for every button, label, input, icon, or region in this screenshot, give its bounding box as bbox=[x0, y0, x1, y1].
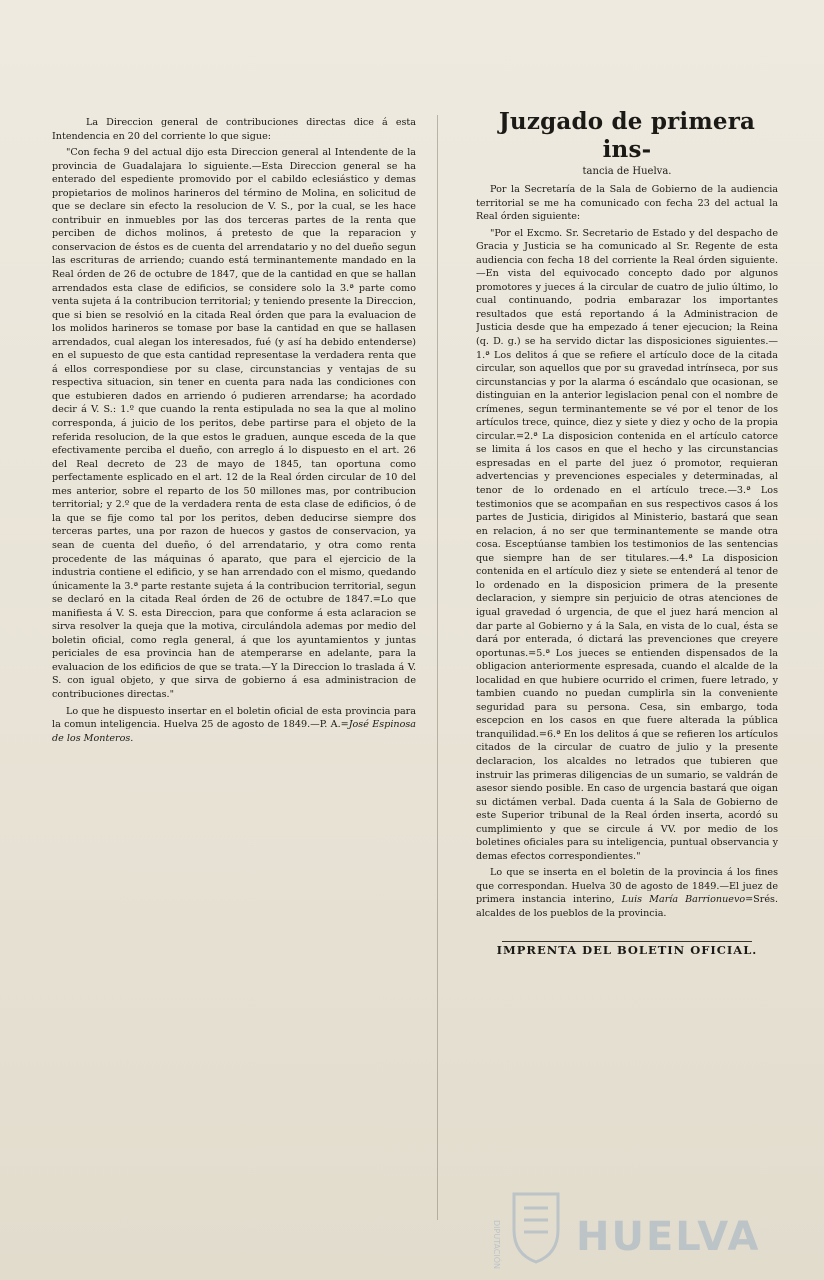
watermark-small-text: DIPUTACIÓN bbox=[492, 1220, 501, 1270]
right-paragraph-body: "Por el Excmo. Sr. Secretario de Estado y del despacho de Gracia y Justicia se ha comunicado al Sr. Regente de esta audiencia con fecha 18 del corriente la Real órden siguiente.—En vista del equivocado concepto dado por algunos promotores y jueces á la circular de cuatro de julio último, lo cual continuando, podria embarazar los importantes resultados que está reportando á la Administracion de Justicia desde que ha empezado á tener ejecucion; la Reina (q. D. g.) se ha servido dictar las disposiciones siguientes.—1.ª Los delitos á que se refiere el artículo doce de la citada circular, son aquellos que por su gravedad intrínseca, por sus circunstancias y por la alarma ó escándalo que ocasionan, se distinguian en la anterior legislacion penal con el nombre de crímenes, segun terminantemente se vé por el tenor de los artículos trece, quince, diez y siete y diez y ocho de la propia circular.=2.ª La disposicion contenida en el artículo catorce se limita á los casos en que el hecho y las circunstancias espresadas en el parte del juez ó promotor, requieran advertencias y prevenciones especiales y determinadas, al tenor de lo ordenado en el artículo trece.—3.ª Los testimonios que se acompañan en sus respectivos casos á los partes de Justicia, dirigidos al Ministerio, bastará que sean en relacion, á no ser que terminantemente se mande otra cosa. Esceptúanse tambien los testimonios de las sentencias que siempre han de ser titulares.—4.ª La disposicion contenida en el artículo diez y siete se entenderá al tenor de lo ordenado en la disposicion primera de la presente declaracion, y siempre sin perjuicio de otras atenciones de igual gravedad ó urgencia, de que el juez hará mencion al dar parte al Gobierno y á la Sala, en vista de lo cual, ésta se dará por enterada, ó dictará las prevenciones que creyere oportunas.=5.ª Los jueces se entienden dispensados de la obligacion anteriormente espresada, cuando el alcalde de la localidad en que hubiere ocurrido el crimen, fuere letrado, y tambien cuando no puedan cumplirla sin la conveniente seguridad para su persona. Cesa, sin embargo, toda escepcion en los casos en que fuere alterada la pública tranquilidad.=6.ª En los delitos á que se refieren los artículos citados de la circular de cuatro de julio y la presente declaracion, los alcaldes no letrados que tubieren que instruir las primeras diligencias de un sumario, se valdrán de asesor siendo posible. En caso de urgencia bastará que oigan su dictámen verbal. Dada cuenta á la Sala de Gobierno de este Superior tribunal de la Real órden inserta, acordó su cumplimiento y que se circule á VV. por medio de los boletines oficiales para su inteligencia, puntual observancia y demas efectos correspondientes." bbox=[476, 227, 778, 862]
left-signature: José Espinosa de los Monteros. bbox=[52, 719, 416, 744]
printer-imprint: IMPRENTA DEL BOLETIN OFICIAL. bbox=[496, 942, 758, 957]
left-paragraph-body: "Con fecha 9 del actual dijo esta Direccion general al Intendente de la provincia de Guadalajara lo siguiente.—Esta Direccion general se ha enterado del espediente promovido por el cabildo eclesiástico y demas propietarios de molinos harineros del término de Molina, en solicitud de que se declare sin efecto la resolucion de V. S., por la cual, se les hace contribuir en inmuebles por las dos terceras partes de la renta que perciben de dichos molinos, á pretesto de que la reparacion y conservacion de éstos es de cuenta del arrendatario y no del dueño segun las escrituras de arriendo; cuando está terminantemente mandado en la Real órden de 26 de octubre de 1847, que de la cantidad en que se hallan arrendados esta clase de edificios, se considere solo la 3.ª parte como venta sujeta á la contribucion territorial; y teniendo presente la Direccion, que si bien se resolvió en la citada Real órden que para la evaluacion de los molidos harineros se tomase por base la cantidad en que se hallasen arrendados, cual alegan los interesados, fué (y así ha debido entenderse) en el supuesto de que esta cantidad representase la verdadera renta que á ellos correspondiese por su clase, circunstancias y ventajas de su respectiva situacion, sin tener en cuenta para nada las condiciones con que estubieren dados en arriendo ó pudieren arrendarse; ha acordado decir á V. S.: 1.º que cuando la renta estipulada no sea la que al molino corresponda, á juicio de los peritos, debe partirse para el objeto de la referida resolucion, de la que estos le graduen, aunque esceda de la que efectivamente perciba el dueño, con arreglo á lo dispuesto en el art. 26 del Real decreto de 23 de mayo de 1845, tan oportuna como perfectamente esplicado en el art. 12 de la Real órden circular de 10 del mes anterior, sobre el reparto de los 50 millones mas, por contribucion territorial; y 2.º que de la verdadera renta de esta clase de edificios, ó de la que se fije como tal por los peritos, deben deducirse siempre dos terceras partes, una por razon de huecos y gastos de conservacion, ya sean de cuenta del dueño, ó del arrendatario, y otra como renta procedente de las máquinas ó aparato, que para el ejercicio de la industria contiene el edificio, y se han arrendado con el mismo, quedando únicamente la 3.ª parte restante sujeta á la contribucion territorial, segun se declaró en la citada Real órden de 26 de octubre de 1847.=Lo que manifiesta á V. S. esta Direccion, para que conforme á esta aclaracion se sirva resolver la queja que la motiva, circulándola ademas por medio del boletin oficial, como regla general, á que los ayuntamientos y juntas periciales de esa provincia han de atemperarse en adelante, para la evaluacion de los edificios de que se trata.—Y la Direccion lo traslada á V. S. con igual objeto, y que sirva de gobierno á esa administracion de contribuciones directas." bbox=[52, 147, 416, 700]
right-column bbox=[476, 108, 778, 1212]
right-signature: Luis María Barrionuevo bbox=[621, 894, 746, 906]
right-closing-addressees: =Srés. alcaldes de los pueblos de la provincia. bbox=[476, 894, 778, 919]
left-paragraph-closing bbox=[52, 705, 416, 746]
left-column bbox=[52, 116, 416, 1208]
section-heading: Juzgado de primera ins- bbox=[498, 108, 756, 163]
right-closing-text: Lo que se inserta en el boletin de la provincia á los fines que correspondan. Huelva 30 de agosto de 1849.—El juez de primera instancia interino, bbox=[476, 867, 778, 906]
right-paragraph-closing bbox=[476, 866, 778, 920]
right-paragraph-intro: Por la Secretaría de la Sala de Gobierno de la audiencia territorial se me ha comunicado con fecha 23 del actual la Real órden siguiente: bbox=[476, 184, 778, 223]
left-paragraph-intro: La Direccion general de contribuciones directas dice á esta Intendencia en 20 del corriente lo que sigue: bbox=[52, 117, 416, 142]
left-closing-text: Lo que he dispuesto insertar en el boletin oficial de esta provincia para la comun inteligencia. Huelva 25 de agosto de 1849.—P. A.= bbox=[52, 705, 416, 731]
section-subheading: tancia de Huelva. bbox=[582, 166, 672, 177]
column-divider bbox=[437, 115, 438, 1220]
watermark-text: HUELVA bbox=[576, 1214, 761, 1260]
